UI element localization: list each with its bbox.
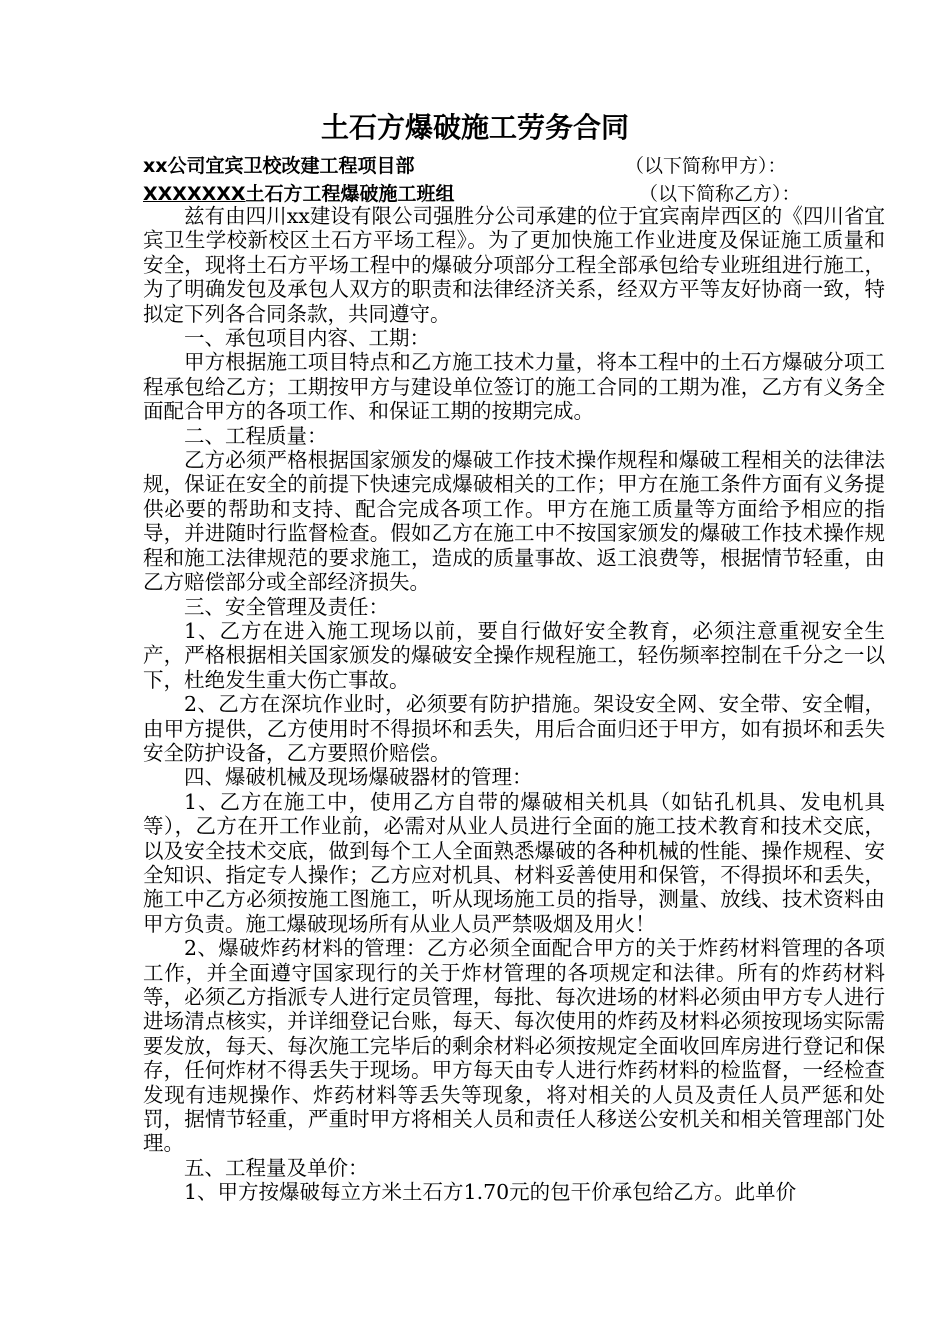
paragraph-equipment-2: 2、爆破炸药材料的管理：乙方必须全面配合甲方的关于炸药材料管理的各项工作，并全面遵守国家现行的关于炸材管理的各项规定和法律。所有的炸药材料等，必须乙方指派专人进行定员管理，每批、每次进场的材料必须由甲方专人进行进场清点核实，并详细登记台账，每天、每次使用的炸药及材料必须按现场实际需要发放，每天、每次施工完毕后的剩余材料必须按规定全面收回库房进行登记和保存，任何炸材不得丢失于现场。甲方每天由专人进行炸药材料的检监督，一经检查发现有违规操作、炸药材料等丢失等现象，将对相关的人员及责任人员严惩和处罚，据情节轻重，严重时甲方将相关人员和责任人移送公安机关和相关管理部门处理。 [143,936,885,1156]
paragraph-intro: 兹有由四川xx建设有限公司强胜分公司承建的位于宜宾南岸西区的《四川省宜宾卫生学校新校区土石方平场工程》。为了更加快施工作业进度及保证施工质量和安全，现将土石方平场工程中的爆破分项部分工程全部承包给专业班组进行施工，为了明确发包及承包人双方的职责和法律经济关系，经双方平等友好协商一致，特拟定下列各合同条款，共同遵守。 [143,204,885,326]
paragraph-safety-2: 2、乙方在深坑作业时，必须要有防护措施。架设安全网、安全带、安全帽，由甲方提供，乙方使用时不得损坏和丢失，用后合面归还于甲方，如有损坏和丢失安全防护设备，乙方要照价赔偿。 [143,692,885,765]
paragraph-scope: 甲方根据施工项目特点和乙方施工技术力量，将本工程中的土石方爆破分项工程承包给乙方；工期按甲方与建设单位签订的施工合同的工期为准，乙方有义务全面配合甲方的各项工作、和保证工期的按期完成。 [143,350,885,424]
section-heading-1: 一、承包项目内容、工期： [184,326,430,351]
section-heading-3: 三、安全管理及责任： [184,594,389,619]
section-heading-5: 五、工程量及单价： [184,1155,369,1180]
contract-body [143,204,885,1205]
party-a-note: （以下简称甲方）： [625,155,787,177]
paragraph-equipment-1: 1、乙方在施工中，使用乙方自带的爆破相关机具（如钻孔机具、发电机具等），乙方在开工作业前，必需对从业人员进行全面的施工技术教育和技术交底，以及安全技术交底，做到每个工人全面熟悉爆破的各种机械的性能、操作规程、安全知识、指定专人操作；乙方应对机具、材料妥善使用和保管，不得损坏和丢失，施工中乙方必须按施工图施工，听从现场施工员的指导，测量、放线、技术资料由甲方负责。施工爆破现场所有从业人员严禁吸烟及用火！ [143,789,885,936]
party-a-line [143,152,863,180]
party-b-name-code: XXXXXXX [143,183,246,205]
document-title: 土石方爆破施工劳务合同 [320,111,629,144]
paragraph-quality: 乙方必须严格根据国家颁发的爆破工作技术操作规程和爆破工程相关的法律法规，保证在安全的前提下快速完成爆破相关的工作；甲方在施工条件方面有义务提供必要的帮助和支持、配合完成各项工作。甲方在施工质量等方面给予相应的指导，并进随时行监督检查。假如乙方在施工中不按国家颁发的爆破工作技术操作规程和施工法律规范的要求施工，造成的质量事故、返工浪费等，根据情节轻重，由乙方赔偿部分或全部经济损失。 [143,448,885,595]
party-a-name: xx公司宜宾卫校改建工程项目部 [143,155,415,177]
section-heading-2: 二、工程质量： [184,423,328,448]
party-b-note: （以下简称乙方）： [639,183,801,205]
section-heading-4: 四、爆破机械及现场爆破器材的管理： [184,765,533,790]
paragraph-safety-1: 1、乙方在进入施工现场以前，要自行做好安全教育，必须注意重视安全生产，严格根据相关国家颁发的爆破安全操作规程施工，轻伤频率控制在千分之一以下，杜绝发生重大伤亡事故。 [143,618,885,692]
party-b-name-rest: 土石方工程爆破施工班组 [245,183,455,205]
paragraph-price-1: 1、甲方按爆破每立方米土石方1.70元的包干价承包给乙方。此单价 [184,1180,797,1205]
